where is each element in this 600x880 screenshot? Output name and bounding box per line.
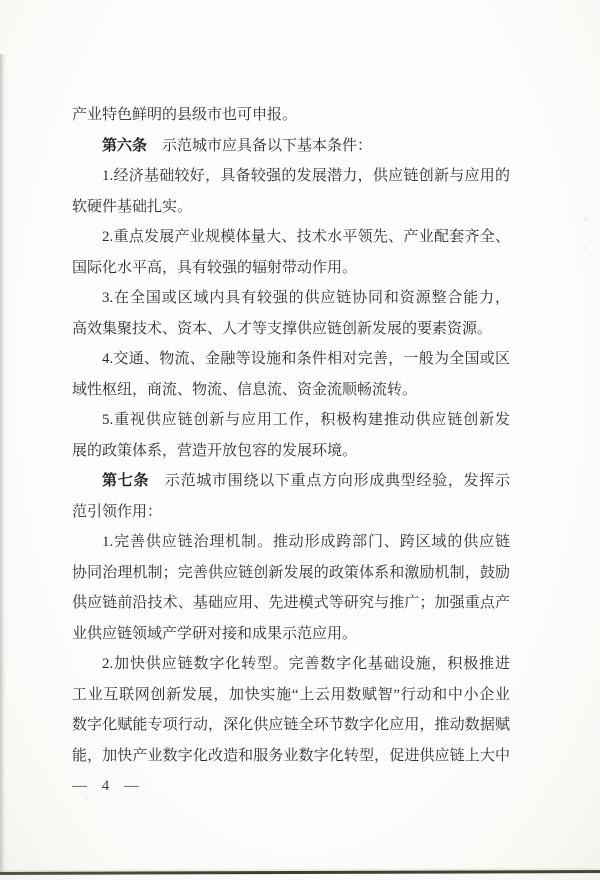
- text-line: 1.完善供应链治理机制。推动形成跨部门、跨区域的供应链: [102, 534, 510, 550]
- text-line: 协同治理机制；完善供应链创新发展的政策体系和激励机制，鼓励: [72, 564, 510, 581]
- text-line: 业供应链领域产学研对接和成果示范应用。: [72, 625, 358, 642]
- text-line: 4.交通、物流、金融等设施和条件相对完善，一般为全国或区: [102, 351, 510, 367]
- text-line: 软硬件基础扎实。: [72, 198, 193, 215]
- text-line: 工业互联网创新发展，加快实施“上云用数赋智”行动和中小企业: [72, 686, 510, 703]
- text-line: 2.加快供应链数字化转型。完善数字化基础设施，积极推进: [102, 656, 510, 672]
- scan-specks: [0, 0, 2, 2]
- text-line: 范引领作用：: [72, 503, 163, 520]
- text-line: 国际化水平高，具有较强的辐射带动作用。: [72, 259, 358, 276]
- body-text: [72, 100, 510, 771]
- text-line: 2.重点发展产业规模体量大、技术水平领先、产业配套齐全、: [102, 229, 510, 245]
- article-6-text: 示范城市应具备以下基本条件：: [147, 137, 373, 154]
- text-line: 域性枢纽，商流、物流、信息流、资金流顺畅流转。: [72, 381, 418, 398]
- article-6-number: 第六条: [102, 137, 148, 154]
- text-line: 3.在全国或区域内具有较强的供应链协同和资源整合能力，: [102, 290, 510, 306]
- scan-left-edge-shadow: [0, 54, 6, 872]
- text-line: 能，加快产业数字化改造和服务业数字化转型，促进供应链上大中: [72, 747, 510, 764]
- article-7-heading: [72, 466, 510, 497]
- text-line: 产业特色鲜明的县级市也可申报。: [72, 107, 298, 123]
- article-6-heading: [72, 131, 510, 162]
- article-7-number: 第七条: [102, 473, 150, 489]
- text-line: 数字化赋能专项行动，深化供应链全环节数字化应用，推动数据赋: [72, 717, 510, 733]
- text-line: 1.经济基础较好，具备较强的发展潜力，供应链创新与应用的: [102, 168, 510, 184]
- text-line: 供应链前沿技术、基础应用、先进模式等研究与推广；加强重点产: [72, 595, 510, 611]
- article-7-text: 示范城市围绕以下重点方向形成典型经验，发挥示: [149, 473, 510, 489]
- text-line: 5.重视供应链创新与应用工作，积极构建推动供应链创新发: [102, 412, 510, 428]
- text-line: 高效集聚技术、资本、人才等支撑供应链创新发展的要素资源。: [72, 320, 493, 337]
- page-number: — 4 —: [72, 778, 140, 794]
- text-line: 展的政策体系，营造开放包容的发展环境。: [72, 442, 358, 459]
- scan-bottom-edge: [0, 870, 600, 875]
